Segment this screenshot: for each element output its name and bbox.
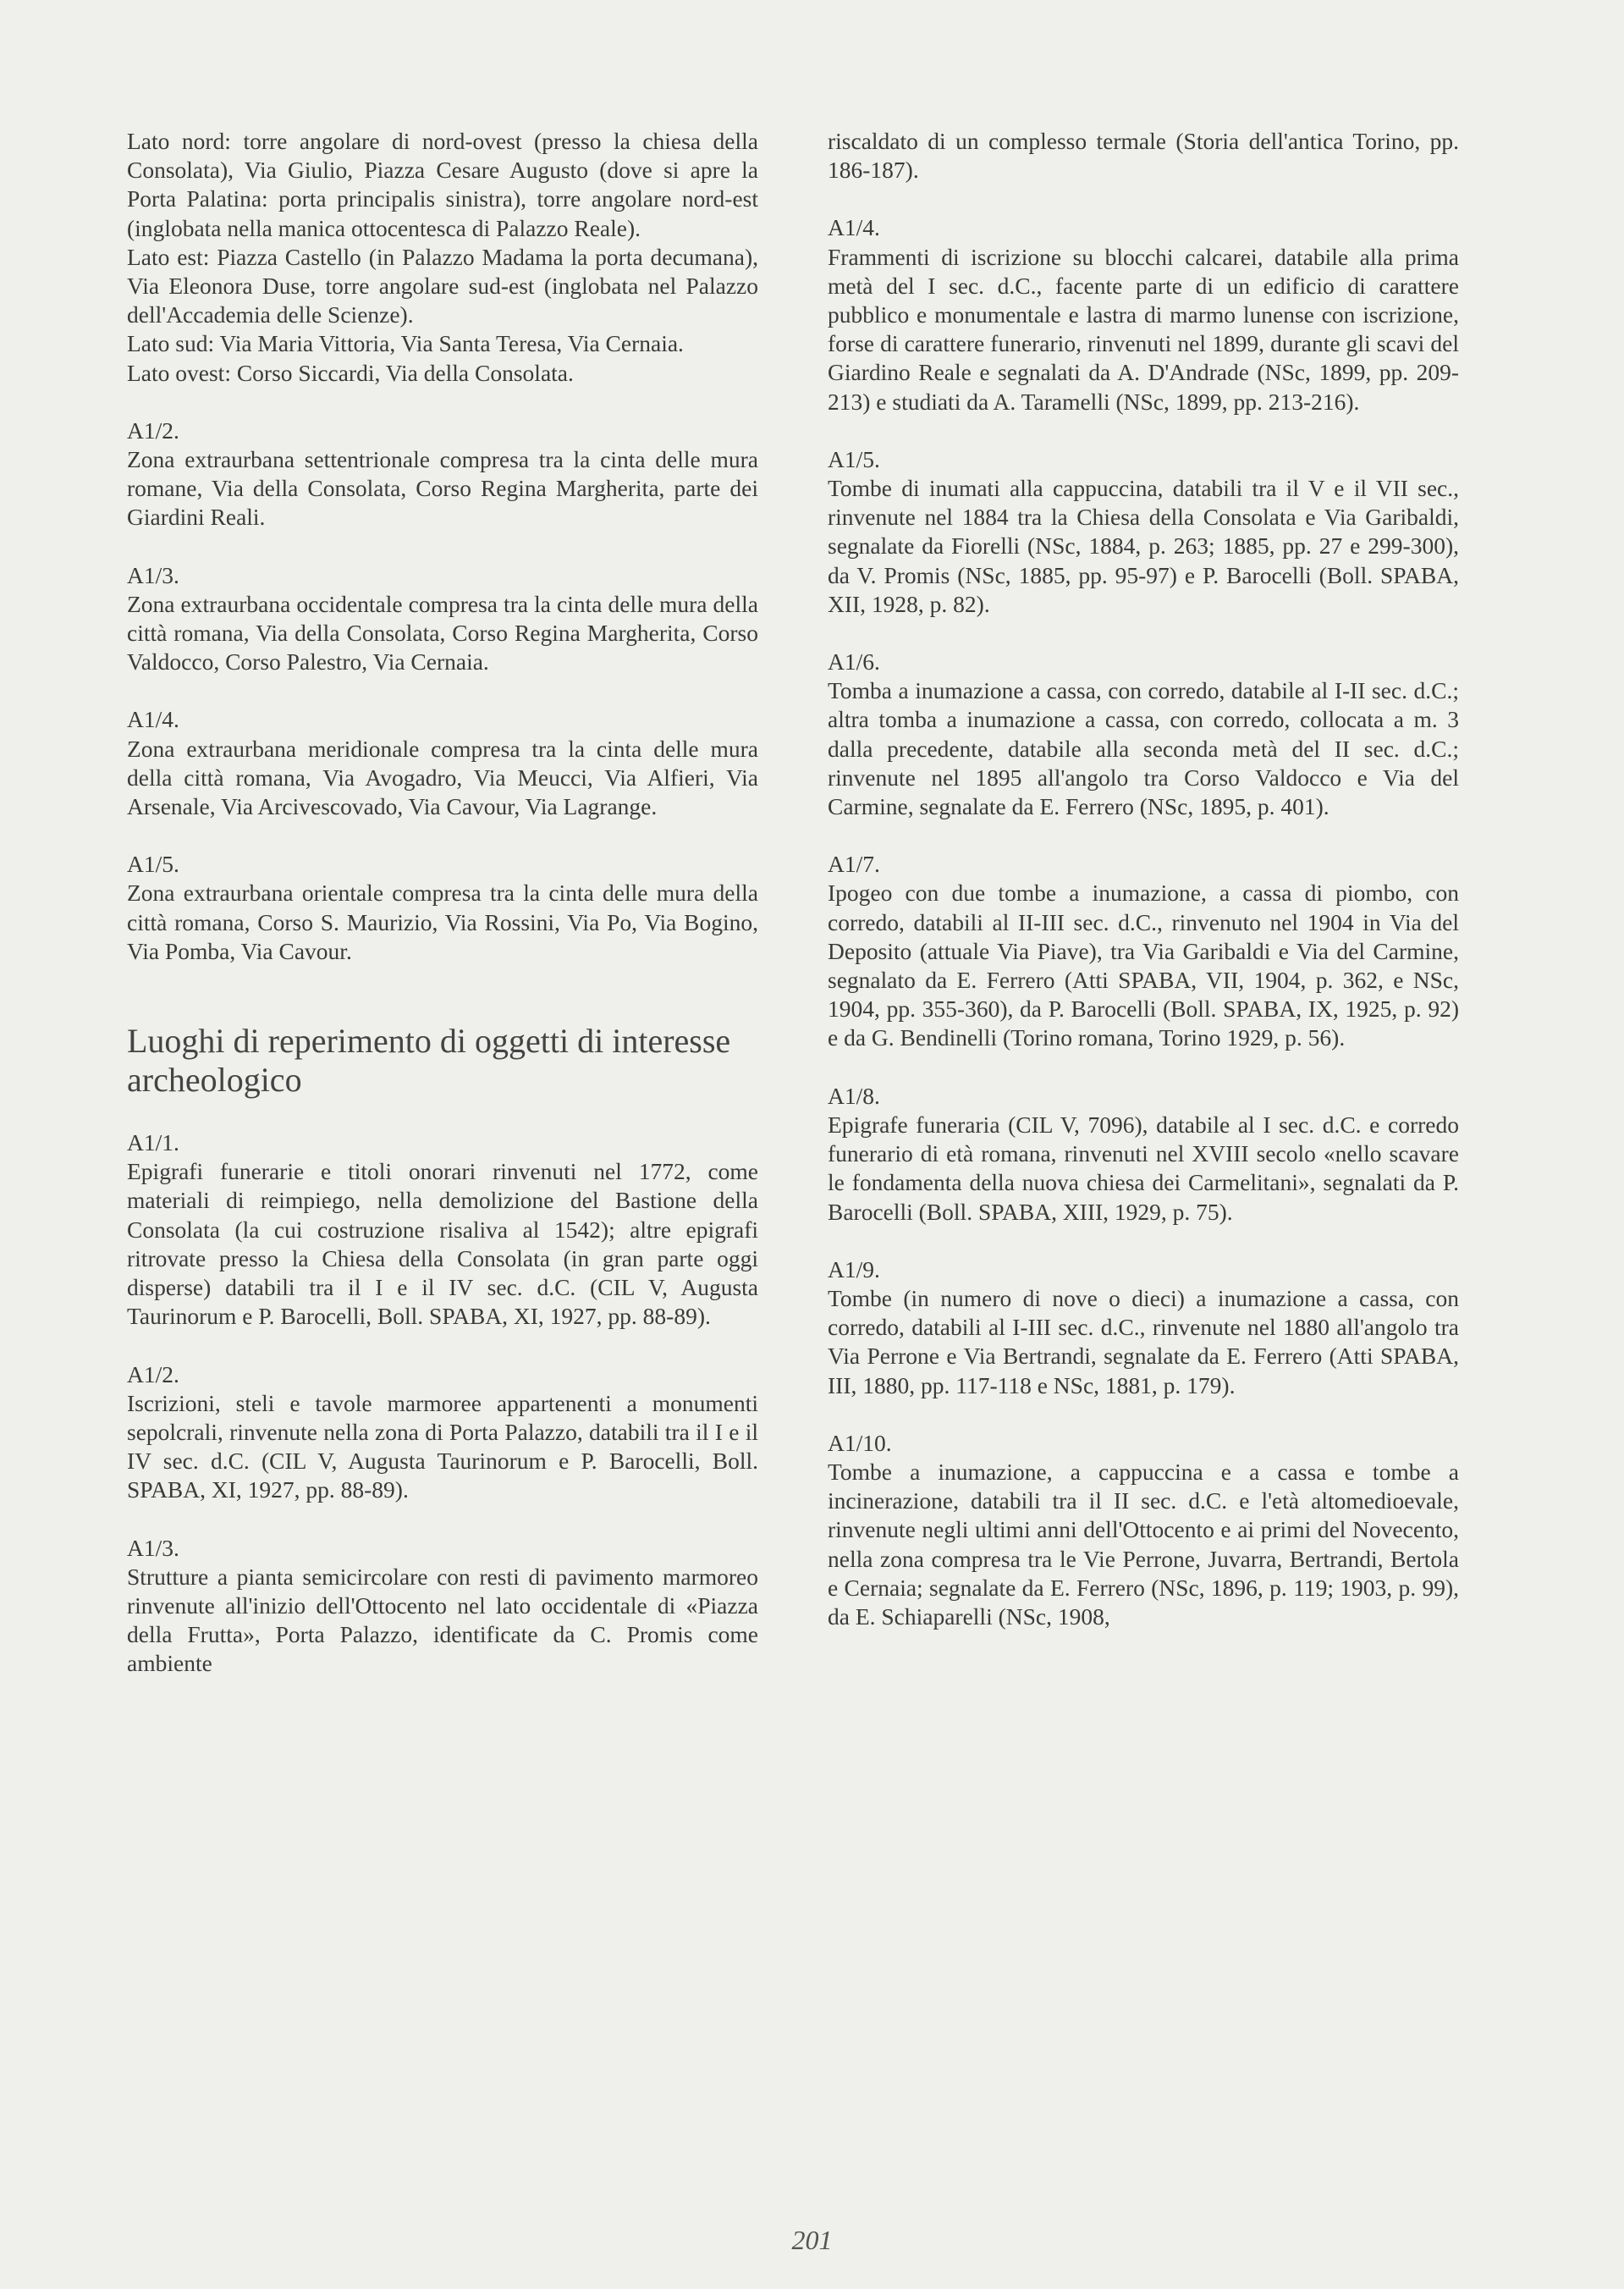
right-column: [828, 127, 1459, 1660]
entry-text: riscaldato di un complesso termale (Storia dell'antica Torino, pp. 186-187).: [828, 128, 1459, 184]
find-entry: [828, 1255, 1459, 1400]
entry-text: Tombe (in numero di nove o dieci) a inumazione a cassa, con corredo, databili al I-III sec. d.C., rinvenute nel 1880 all'angolo tra Via Perrone e Via Bertrandi, segnalate da E. Ferrero (Atti SPABA, III, 1880, pp. 117-118 e NSc, 1881, p. 179).: [828, 1284, 1459, 1398]
entry-text: Ipogeo con due tombe a inumazione, a cassa di piombo, con corredo, databili al II-III sec. d.C., rinvenuto nel 1904 in Via del Deposito (attuale Via Piave), tra Via Garibaldi e Via del Carmine, segnalato da E. Ferrero (Atti SPABA, VII, 1904, p. 362, e NSc, 1904, pp. 355-360), da P. Barocelli (Boll. SPABA, IX, 1925, p. 92) e da G. Bendinelli (Torino romana, Torino 1929, p. 56).: [828, 880, 1459, 1051]
entry-code: A1/2.: [127, 1360, 179, 1387]
section-title: Luoghi di reperimento di oggetti di interesse archeologico: [127, 1022, 731, 1100]
find-entry: [828, 1429, 1459, 1631]
entry-text: Tombe di inumati alla cappuccina, databili tra il V e il VII sec., rinvenute nel 1884 tra la Chiesa della Consolata e Via Garibaldi, segnalate da Fiorelli (NSc, 1884, p. 263; 1885, pp. 27 e 299-300), da V. Promis (NSc, 1885, pp. 95-97) e P. Barocelli (Boll. SPABA, XII, 1928, p. 82).: [828, 475, 1459, 617]
entry-text: Zona extraurbana settentrionale compresa tra la cinta delle mura romane, Via della Consolata, Corso Regina Margherita, parte dei Giardini Reali.: [127, 446, 758, 531]
entry-text: Tombe a inumazione, a cappuccina e a cassa e tombe a incinerazione, databili tra il II sec. d.C. e l'età altomedioevale, rinvenute negli ultimi anni dell'Ottocento e ai primi del Novecento, nella zona compresa tra le Vie Perrone, Juvarra, Bertrandi, Bertola e Cernaia; segnalate da E. Ferrero (NSc, 1896, p. 119; 1903, p. 99), da E. Schiaparelli (NSc, 1908,: [828, 1458, 1459, 1630]
zone-entry: [127, 416, 758, 532]
entry-code: A1/3.: [127, 561, 179, 588]
intro-east: Lato est: Piazza Castello (in Palazzo Madama la porta decumana), Via Eleonora Duse, torre angolare sud-est (inglobata nel Palazzo dell'Accademia delle Scienze).: [127, 243, 758, 328]
entry-code: A1/9.: [828, 1255, 880, 1282]
entry-text: Iscrizioni, steli e tavole marmoree appartenenti a monumenti sepolcrali, rinvenute nella zona di Porta Palazzo, databili tra il I e il IV sec. d.C. (CIL V, Augusta Taurinorum e P. Barocelli, Boll. SPABA, XI, 1927, pp. 88-89).: [127, 1389, 758, 1503]
entry-code: A1/1.: [127, 1129, 179, 1156]
entry-code: A1/4.: [828, 214, 880, 241]
find-entry: [828, 1082, 1459, 1227]
zone-entry: [127, 850, 758, 966]
find-entry: [828, 648, 1459, 821]
entry-code: A1/7.: [828, 851, 880, 878]
entry-code: A1/6.: [828, 648, 880, 676]
find-entry: [828, 850, 1459, 1052]
find-entry: [127, 1534, 758, 1679]
find-entry: [828, 445, 1459, 619]
continued-text: [828, 127, 1459, 185]
page-number: 201: [791, 2225, 833, 2255]
left-column: [127, 127, 758, 1707]
intro-west: Lato ovest: Corso Siccardi, Via della Consolata.: [127, 359, 574, 386]
entry-code: A1/5.: [828, 445, 880, 472]
entry-text: Zona extraurbana orientale compresa tra la cinta delle mura della città romana, Corso S. Maurizio, Via Rossini, Via Po, Via Bogino, Via Pomba, Via Cavour.: [127, 880, 758, 964]
entry-text: Zona extraurbana meridionale compresa tra la cinta delle mura della città romana, Via Avogadro, Via Meucci, Via Alfieri, Via Arsenale, Via Arcivescovado, Via Cavour, Via Lagrange.: [127, 735, 758, 820]
entry-code: A1/2.: [127, 416, 179, 444]
entry-text: Epigrafi funerarie e titoli onorari rinvenuti nel 1772, come materiali di reimpiego, nella demolizione del Bastione della Consolata (la cui costruzione risaliva al 1542); altre epigrafi ritrovate presso la Chiesa della Consolata (in gran parte oggi disperse) databili tra il I e il IV sec. d.C. (CIL V, Augusta Taurinorum e P. Barocelli, Boll. SPABA, XI, 1927, pp. 88-89).: [127, 1158, 758, 1330]
intro-north: Lato nord: torre angolare di nord-ovest (presso la chiesa della Consolata), Via Giulio, Piazza Cesare Augusto (dove si apre la Porta Palatina: porta principalis sinistra), torre angolare nord-est (inglobata nella manica ottocentesca di Palazzo Reale).: [127, 128, 758, 241]
wall-perimeter-description: [127, 127, 758, 388]
entry-text: Frammenti di iscrizione su blocchi calcarei, databile alla prima metà del I sec. d.C., facente parte di un edificio di carattere pubblico e monumentale e lastra di marmo lunense con iscrizione, forse di carattere funerario, rinvenuti nel 1899, durante gli scavi del Giardino Reale e segnalati da A. D'Andrade (NSc, 1899, pp. 209-213) e studiati da A. Taramelli (NSc, 1899, pp. 213-216).: [828, 243, 1459, 415]
entry-text: Strutture a pianta semicircolare con resti di pavimento marmoreo rinvenute all'inizio dell'Ottocento nel lato occidentale di «Piazza della Frutta», Porta Palazzo, identificate da C. Promis come ambiente: [127, 1563, 758, 1677]
find-entry: [828, 213, 1459, 416]
zone-entry: [127, 561, 758, 677]
entry-code: A1/3.: [127, 1534, 179, 1561]
zone-entry: [127, 705, 758, 821]
intro-south: Lato sud: Via Maria Vittoria, Via Santa Teresa, Via Cernaia.: [127, 330, 684, 357]
entry-text: Zona extraurbana occidentale compresa tra la cinta delle mura della città romana, Via della Consolata, Corso Regina Margherita, Corso Valdocco, Corso Palestro, Via Cernaia.: [127, 590, 758, 676]
entry-code: A1/4.: [127, 706, 179, 733]
find-entry: [127, 1128, 758, 1331]
entry-text: Epigrafe funeraria (CIL V, 7096), databile al I sec. d.C. e corredo funerario di età romana, rinvenuti nel XVIII secolo «nello scavare le fondamenta della nuova chiesa dei Carmelitani», segnalati da P. Barocelli (Boll. SPABA, XIII, 1929, p. 75).: [828, 1111, 1459, 1225]
entry-code: A1/8.: [828, 1082, 880, 1109]
entry-text: Tomba a inumazione a cassa, con corredo, databile al I-II sec. d.C.; altra tomba a inumazione a cassa, con corredo, collocata a m. 3 dalla precedente, databile alla seconda metà del II sec. d.C.; rinvenute nel 1895 all'angolo tra Corso Valdocco e Via del Carmine, segnalate da E. Ferrero (NSc, 1895, p. 401).: [828, 677, 1459, 820]
entry-code: A1/10.: [828, 1429, 892, 1456]
find-entry: [127, 1360, 758, 1505]
entry-code: A1/5.: [127, 851, 179, 878]
